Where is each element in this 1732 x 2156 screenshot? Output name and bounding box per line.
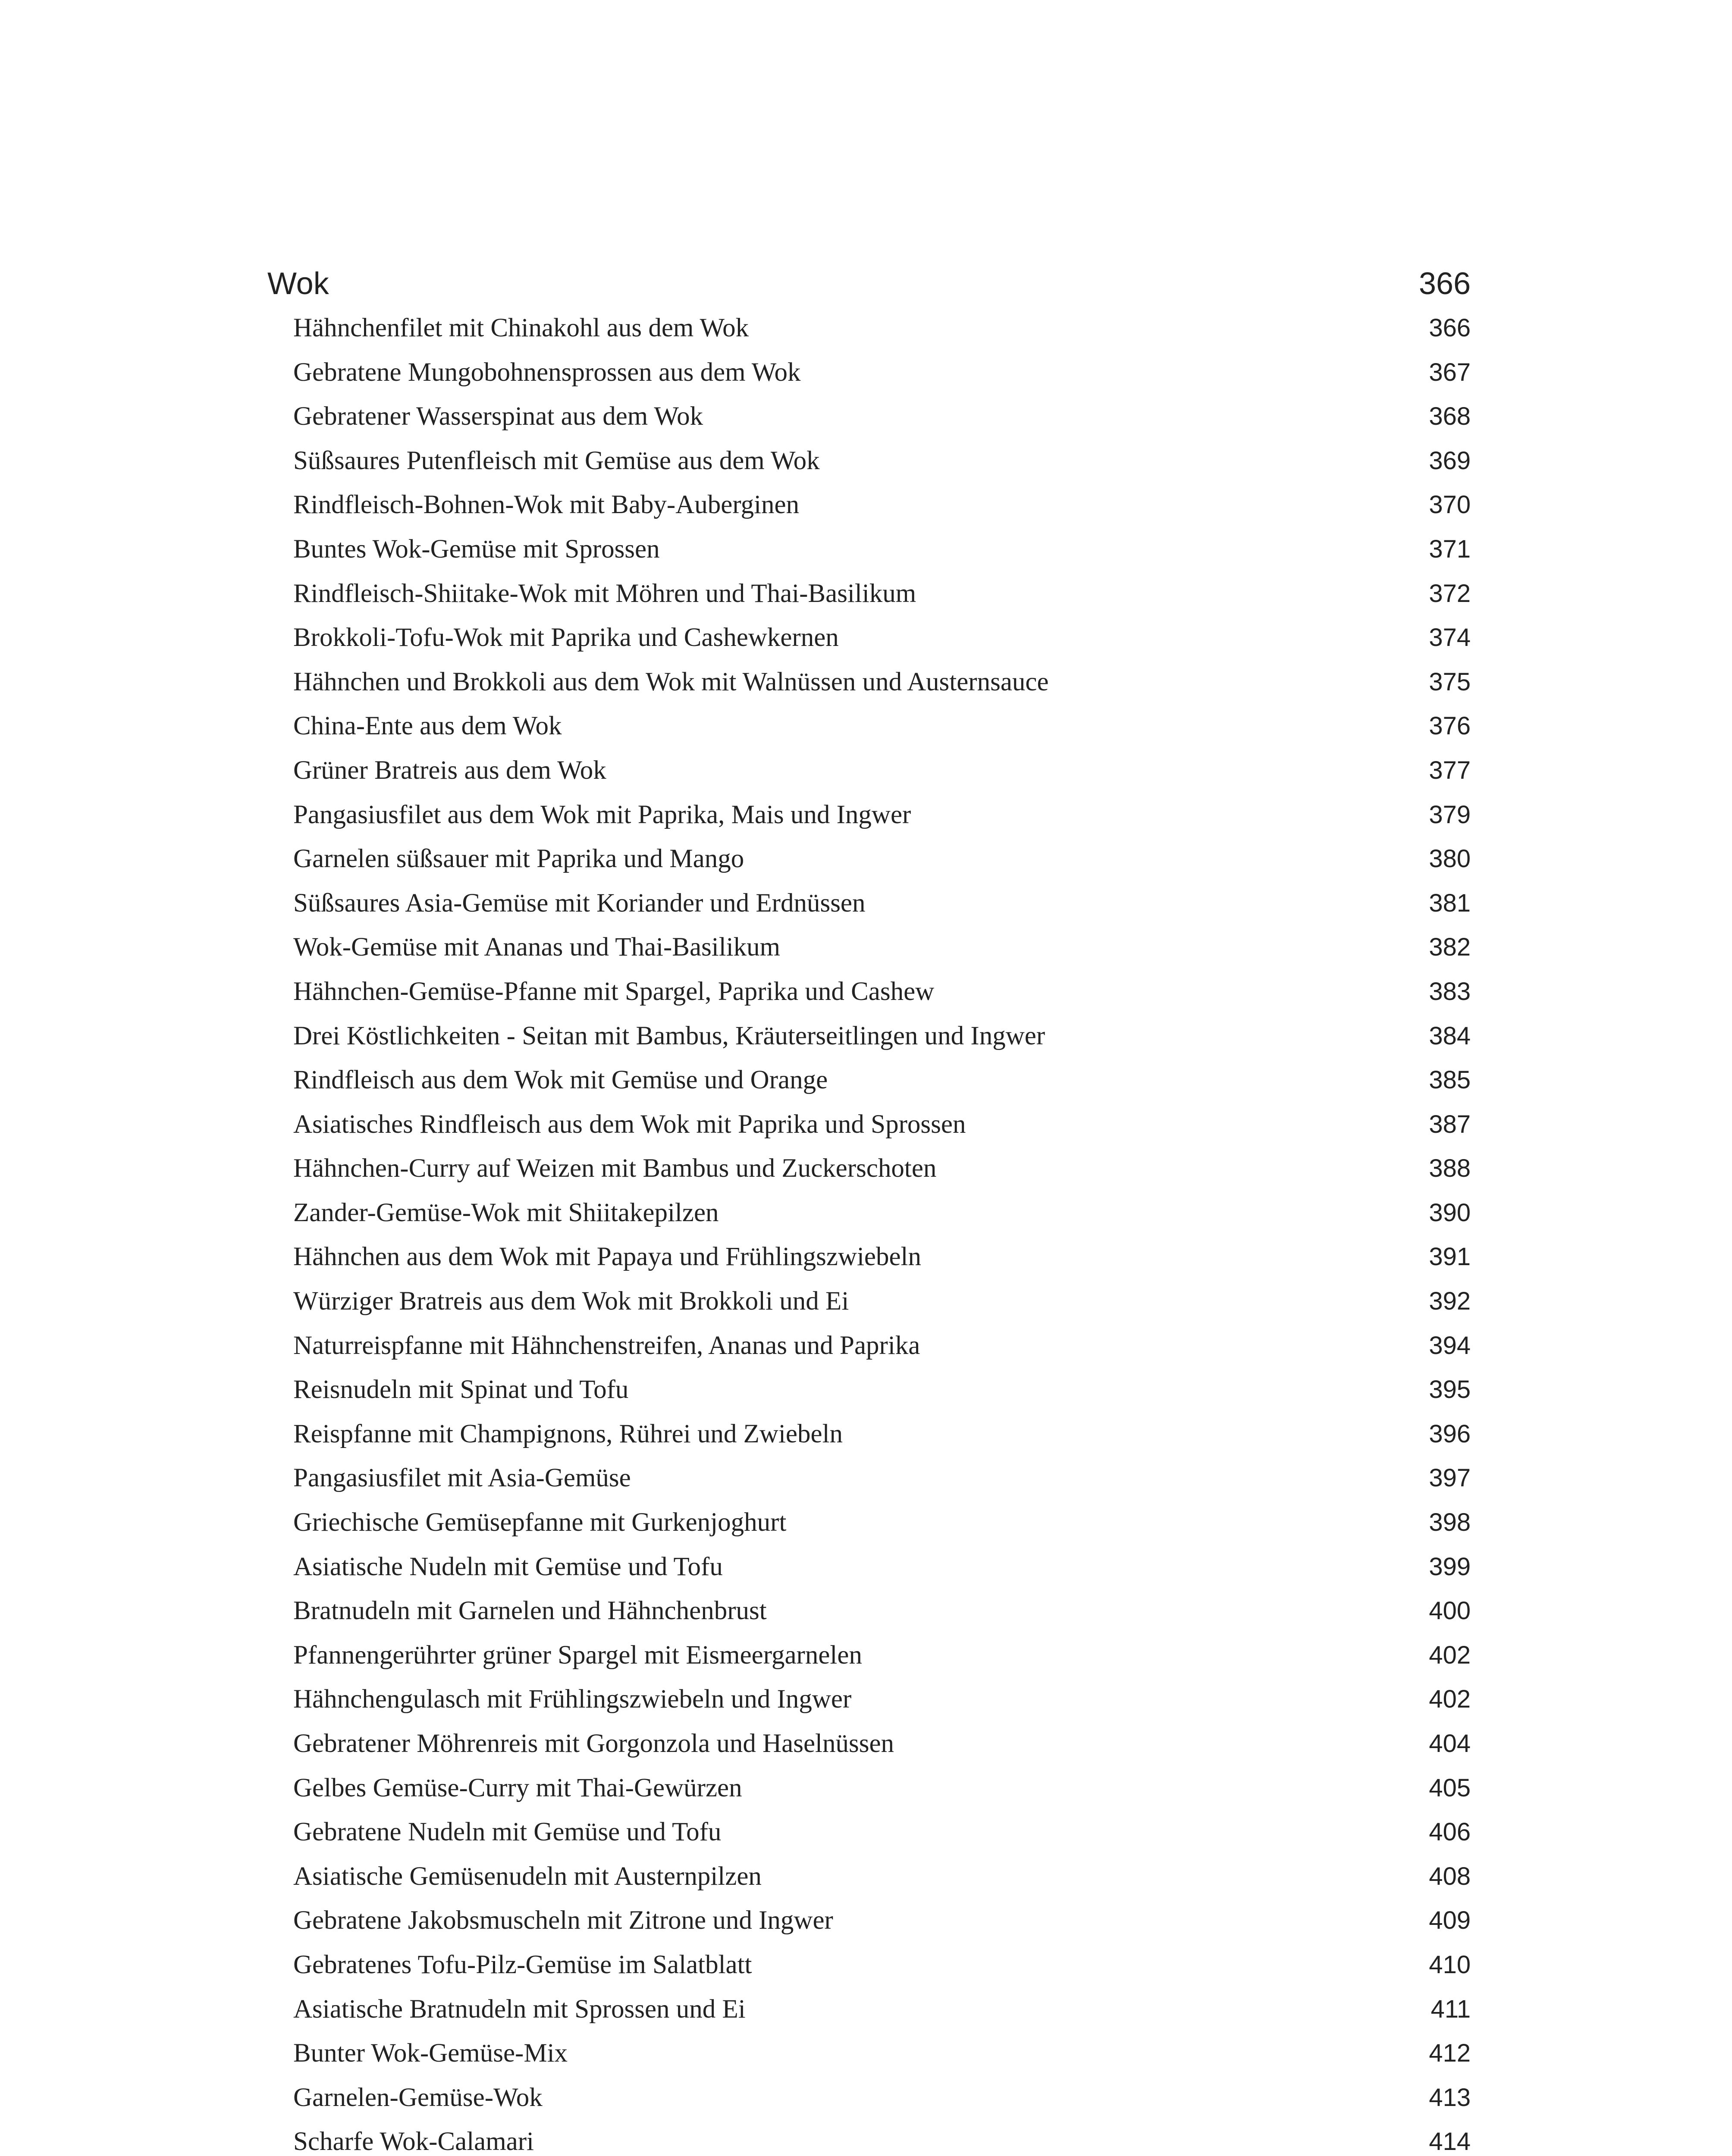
toc-entry-title: Garnelen süßsauer mit Paprika und Mango [293,844,744,874]
toc-entry[interactable] [267,704,1471,749]
toc-entry[interactable] [267,572,1471,616]
toc-section-heading[interactable] [267,261,1471,306]
toc-entry-page-number: 379 [1429,800,1471,829]
toc-entry[interactable] [267,881,1471,926]
toc-entry[interactable] [267,1899,1471,1943]
toc-entry-page-number: 414 [1429,2128,1471,2156]
table-of-contents [267,261,1471,2156]
toc-entry[interactable] [267,749,1471,793]
toc-entry-title: Garnelen-Gemüse-Wok [293,2083,543,2112]
toc-entry-title: Asiatisches Rindfleisch aus dem Wok mit Paprika und Sprossen [293,1109,966,1139]
toc-entry-page-number: 411 [1431,1995,1471,2023]
toc-entry[interactable] [267,1456,1471,1501]
toc-entry-page-number: 382 [1429,933,1471,962]
toc-entry-title: Reispfanne mit Champignons, Rührei und Zwiebeln [293,1419,843,1448]
toc-entry-title: Süßsaures Asia-Gemüse mit Koriander und Erdnüssen [293,888,866,918]
toc-entry-page-number: 413 [1429,2083,1471,2112]
toc-entry-page-number: 391 [1429,1243,1471,1271]
toc-entry-title: Gebratener Wasserspinat aus dem Wok [293,402,703,431]
toc-entry-title: China-Ente aus dem Wok [293,711,562,741]
toc-entry-page-number: 402 [1429,1641,1471,1669]
toc-entry-title: Bunter Wok-Gemüse-Mix [293,2039,568,2068]
toc-entry-page-number: 392 [1429,1287,1471,1316]
toc-entry-title: Hähnchen-Curry auf Weizen mit Bambus und Zuckerschoten [293,1154,937,1183]
toc-entry-page-number: 371 [1429,535,1471,563]
toc-entry[interactable] [267,483,1471,527]
toc-entry-title: Scharfe Wok-Calamari [293,2127,534,2156]
toc-entry[interactable] [267,1412,1471,1457]
toc-entry[interactable] [267,1589,1471,1633]
toc-entry-title: Gebratene Jakobsmuscheln mit Zitrone und Ingwer [293,1906,833,1935]
toc-entry[interactable] [267,306,1471,351]
toc-entry-page-number: 394 [1429,1331,1471,1360]
toc-entry-title: Hähnchenfilet mit Chinakohl aus dem Wok [293,313,749,342]
toc-entry-page-number: 368 [1429,402,1471,431]
toc-entry-title: Asiatische Nudeln mit Gemüse und Tofu [293,1552,723,1581]
toc-entry-page-number: 400 [1429,1597,1471,1625]
toc-entry-page-number: 384 [1429,1022,1471,1050]
toc-entry-page-number: 396 [1429,1420,1471,1448]
toc-entry[interactable] [267,1058,1471,1103]
toc-entry[interactable] [267,2031,1471,2076]
toc-entry[interactable] [267,1279,1471,1324]
toc-entry-title: Griechische Gemüsepfanne mit Gurkenjoghurt [293,1508,787,1537]
toc-entry[interactable] [267,1722,1471,1766]
toc-entry-page-number: 410 [1429,1950,1471,1979]
toc-entry-title: Wok-Gemüse mit Ananas und Thai-Basilikum [293,933,781,962]
toc-entry[interactable] [267,793,1471,837]
toc-entry-title: Hähnchen und Brokkoli aus dem Wok mit Walnüssen und Austernsauce [293,667,1049,696]
toc-entry-page-number: 399 [1429,1552,1471,1581]
toc-entry[interactable] [267,1545,1471,1589]
toc-entry-page-number: 385 [1429,1066,1471,1094]
toc-entry-title: Gelbes Gemüse-Curry mit Thai-Gewürzen [293,1773,742,1802]
toc-entry-page-number: 383 [1429,977,1471,1006]
toc-entry-title: Hähnchengulasch mit Frühlingszwiebeln und Ingwer [293,1685,852,1714]
toc-entry[interactable] [267,837,1471,881]
toc-entry-page-number: 370 [1429,491,1471,519]
toc-entry-page-number: 376 [1429,712,1471,740]
toc-entry-page-number: 381 [1429,889,1471,917]
toc-entry-page-number: 375 [1429,667,1471,696]
toc-entry[interactable] [267,1943,1471,1987]
toc-entry-title: Hähnchen-Gemüse-Pfanne mit Spargel, Paprika und Cashew [293,977,935,1006]
toc-entry-title: Asiatische Gemüsenudeln mit Austernpilzen [293,1861,762,1891]
toc-entry[interactable] [267,1810,1471,1855]
toc-entry-title: Zander-Gemüse-Wok mit Shiitakepilzen [293,1198,719,1227]
toc-entry-page-number: 380 [1429,845,1471,873]
toc-entry-title: Gebratene Nudeln mit Gemüse und Tofu [293,1818,722,1847]
toc-entry-page-number: 404 [1429,1730,1471,1758]
toc-entry-title: Gebratener Möhrenreis mit Gorgonzola und Haselnüssen [293,1729,894,1758]
toc-entry-title: Drei Köstlichkeiten - Seitan mit Bambus, Kräuterseitlingen und Ingwer [293,1021,1045,1050]
toc-entry[interactable] [267,2120,1471,2156]
toc-entry[interactable] [267,1501,1471,1545]
toc-entry[interactable] [267,527,1471,572]
toc-entry-title: Buntes Wok-Gemüse mit Sprossen [293,534,660,564]
toc-entry-page-number: 388 [1429,1154,1471,1183]
toc-entry-page-number: 367 [1429,358,1471,386]
toc-entry-page-number: 377 [1429,756,1471,784]
toc-entry-page-number: 395 [1429,1376,1471,1404]
toc-entry-page-number: 409 [1429,1906,1471,1935]
toc-entry-page-number: 405 [1429,1774,1471,1802]
toc-entry-page-number: 397 [1429,1464,1471,1492]
toc-entry[interactable] [267,1677,1471,1722]
toc-entry-title: Brokkoli-Tofu-Wok mit Paprika und Cashewkernen [293,623,839,652]
toc-entry-title: Bratnudeln mit Garnelen und Hähnchenbrust [293,1596,767,1626]
toc-entry[interactable] [267,1368,1471,1412]
toc-entry[interactable] [267,1103,1471,1147]
toc-entry-title: Pangasiusfilet aus dem Wok mit Paprika, Mais und Ingwer [293,800,911,829]
toc-entry[interactable] [267,1014,1471,1059]
toc-entry-title: Süßsaures Putenfleisch mit Gemüse aus dem Wok [293,446,820,475]
toc-entry[interactable] [267,970,1471,1014]
toc-entry-page-number: 374 [1429,624,1471,652]
toc-entry[interactable] [267,439,1471,483]
toc-entry-title: Pangasiusfilet mit Asia-Gemüse [293,1463,631,1493]
toc-entry-list [267,306,1471,2156]
toc-entry[interactable] [267,2076,1471,2120]
toc-entry-title: Hähnchen aus dem Wok mit Papaya und Frühlingszwiebeln [293,1242,921,1272]
toc-entry-title: Rindfleisch aus dem Wok mit Gemüse und Orange [293,1065,828,1095]
toc-entry[interactable] [267,395,1471,439]
toc-entry-title: Grüner Bratreis aus dem Wok [293,755,606,785]
toc-entry-page-number: 390 [1429,1198,1471,1227]
toc-entry[interactable] [267,351,1471,395]
toc-entry[interactable] [267,1147,1471,1191]
toc-entry-title: Rindfleisch-Bohnen-Wok mit Baby-Auberginen [293,490,800,520]
toc-entry-title: Naturreispfanne mit Hähnchenstreifen, Ananas und Paprika [293,1331,920,1360]
toc-entry[interactable] [267,1855,1471,1899]
toc-entry[interactable] [267,1324,1471,1368]
toc-entry-title: Würziger Bratreis aus dem Wok mit Brokkoli und Ei [293,1287,849,1316]
toc-entry-page-number: 369 [1429,446,1471,475]
toc-entry[interactable] [267,616,1471,660]
toc-entry-page-number: 398 [1429,1508,1471,1537]
toc-entry-title: Pfannengerührter grüner Spargel mit Eismeergarnelen [293,1640,862,1670]
toc-entry-title: Rindfleisch-Shiitake-Wok mit Möhren und Thai-Basilikum [293,579,916,608]
toc-entry-page-number: 387 [1429,1110,1471,1138]
toc-entry[interactable] [267,1235,1471,1279]
toc-entry-page-number: 372 [1429,579,1471,608]
toc-entry-title: Gebratenes Tofu-Pilz-Gemüse im Salatblatt [293,1950,752,1979]
toc-entry-page-number: 408 [1429,1862,1471,1890]
toc-entry-title: Gebratene Mungobohnensprossen aus dem Wok [293,357,801,387]
toc-entry[interactable] [267,1987,1471,2032]
toc-entry[interactable] [267,925,1471,970]
section-page-number: 366 [1418,266,1471,301]
toc-entry-page-number: 412 [1429,2039,1471,2068]
toc-entry-page-number: 402 [1429,1685,1471,1714]
toc-entry-title: Reisnudeln mit Spinat und Tofu [293,1375,629,1404]
section-title: Wok [267,266,329,301]
toc-entry[interactable] [267,1766,1471,1811]
toc-entry-page-number: 406 [1429,1818,1471,1846]
toc-entry[interactable] [267,1191,1471,1235]
toc-entry[interactable] [267,1633,1471,1678]
toc-entry[interactable] [267,660,1471,705]
toc-entry-title: Asiatische Bratnudeln mit Sprossen und Ei [293,1994,746,2024]
toc-entry-page-number: 366 [1429,314,1471,342]
